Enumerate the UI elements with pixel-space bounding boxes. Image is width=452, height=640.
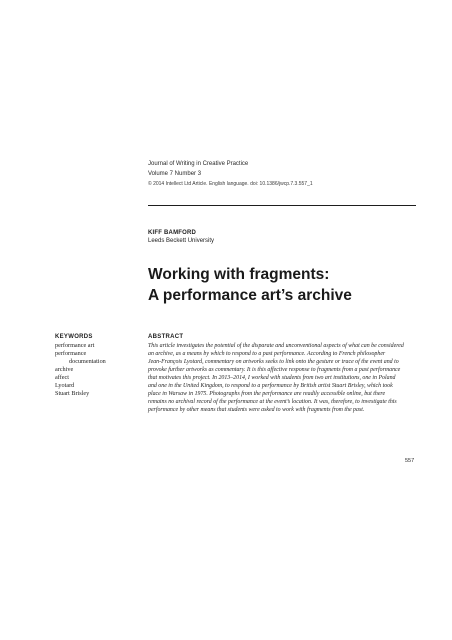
keyword-item: documentation xyxy=(69,358,106,365)
keyword-item: performance xyxy=(55,350,87,357)
journal-title: Journal of Writing in Creative Practice xyxy=(148,161,249,167)
abstract-line: and one in the United Kingdom, to respond to a performance by British artist Stuart Brisley, which took xyxy=(148,383,393,389)
abstract-line: place in Warsaw in 1975. Photographs from the performance are readily accessible online, but there xyxy=(148,391,386,397)
keywords-list xyxy=(55,342,106,398)
abstract-line: provoke further artworks as commentary. It is this affective response to fragments from a past performance xyxy=(148,367,401,373)
abstract-heading: ABSTRACT xyxy=(148,334,184,340)
header-divider xyxy=(148,205,416,206)
article-title-line-2: A performance art’s archive xyxy=(148,287,352,304)
abstract-line: that motivates this project. In 2013–2014, I worked with students from two art institutions, one in Poland xyxy=(148,375,396,381)
page-number: 557 xyxy=(405,458,415,464)
author-name: KIFF BAMFORD xyxy=(148,230,197,236)
journal-volume: Volume 7 Number 3 xyxy=(148,171,202,177)
journal-doi: © 2014 Intellect Ltd Article. English language. doi: 10.1386/jwcp.7.3.557_1 xyxy=(148,181,313,187)
abstract-line: an archive, as a means by which to respond to a past performance. According to French philosopher xyxy=(148,351,386,357)
keywords-heading: KEYWORDS xyxy=(55,334,93,340)
article-title xyxy=(148,264,352,306)
abstract-line: This article investigates the potential of the disparate and unconventional aspects of what can be considered xyxy=(148,343,404,349)
keyword-item: performance art xyxy=(55,342,95,349)
abstract-line: Jean-François Lyotard, commentary on artworks seeks to link onto the gesture or trace of the event and to xyxy=(148,359,399,365)
author-affiliation: Leeds Beckett University xyxy=(148,238,215,244)
keyword-item: Stuart Brisley xyxy=(55,390,90,397)
article-title-line-1: Working with fragments: xyxy=(148,266,330,283)
abstract-body xyxy=(148,342,420,414)
keyword-item: archive xyxy=(55,366,74,373)
author-block xyxy=(148,229,214,245)
journal-header xyxy=(148,159,313,189)
abstract-line: remains no archival record of the performance at the event’s location. It was, therefore, to investigate this xyxy=(148,399,397,405)
keyword-item: affect xyxy=(55,374,69,381)
abstract-line: performance by other means that students were asked to work with fragments from the past. xyxy=(148,407,365,413)
keyword-item: Lyotard xyxy=(55,382,75,389)
